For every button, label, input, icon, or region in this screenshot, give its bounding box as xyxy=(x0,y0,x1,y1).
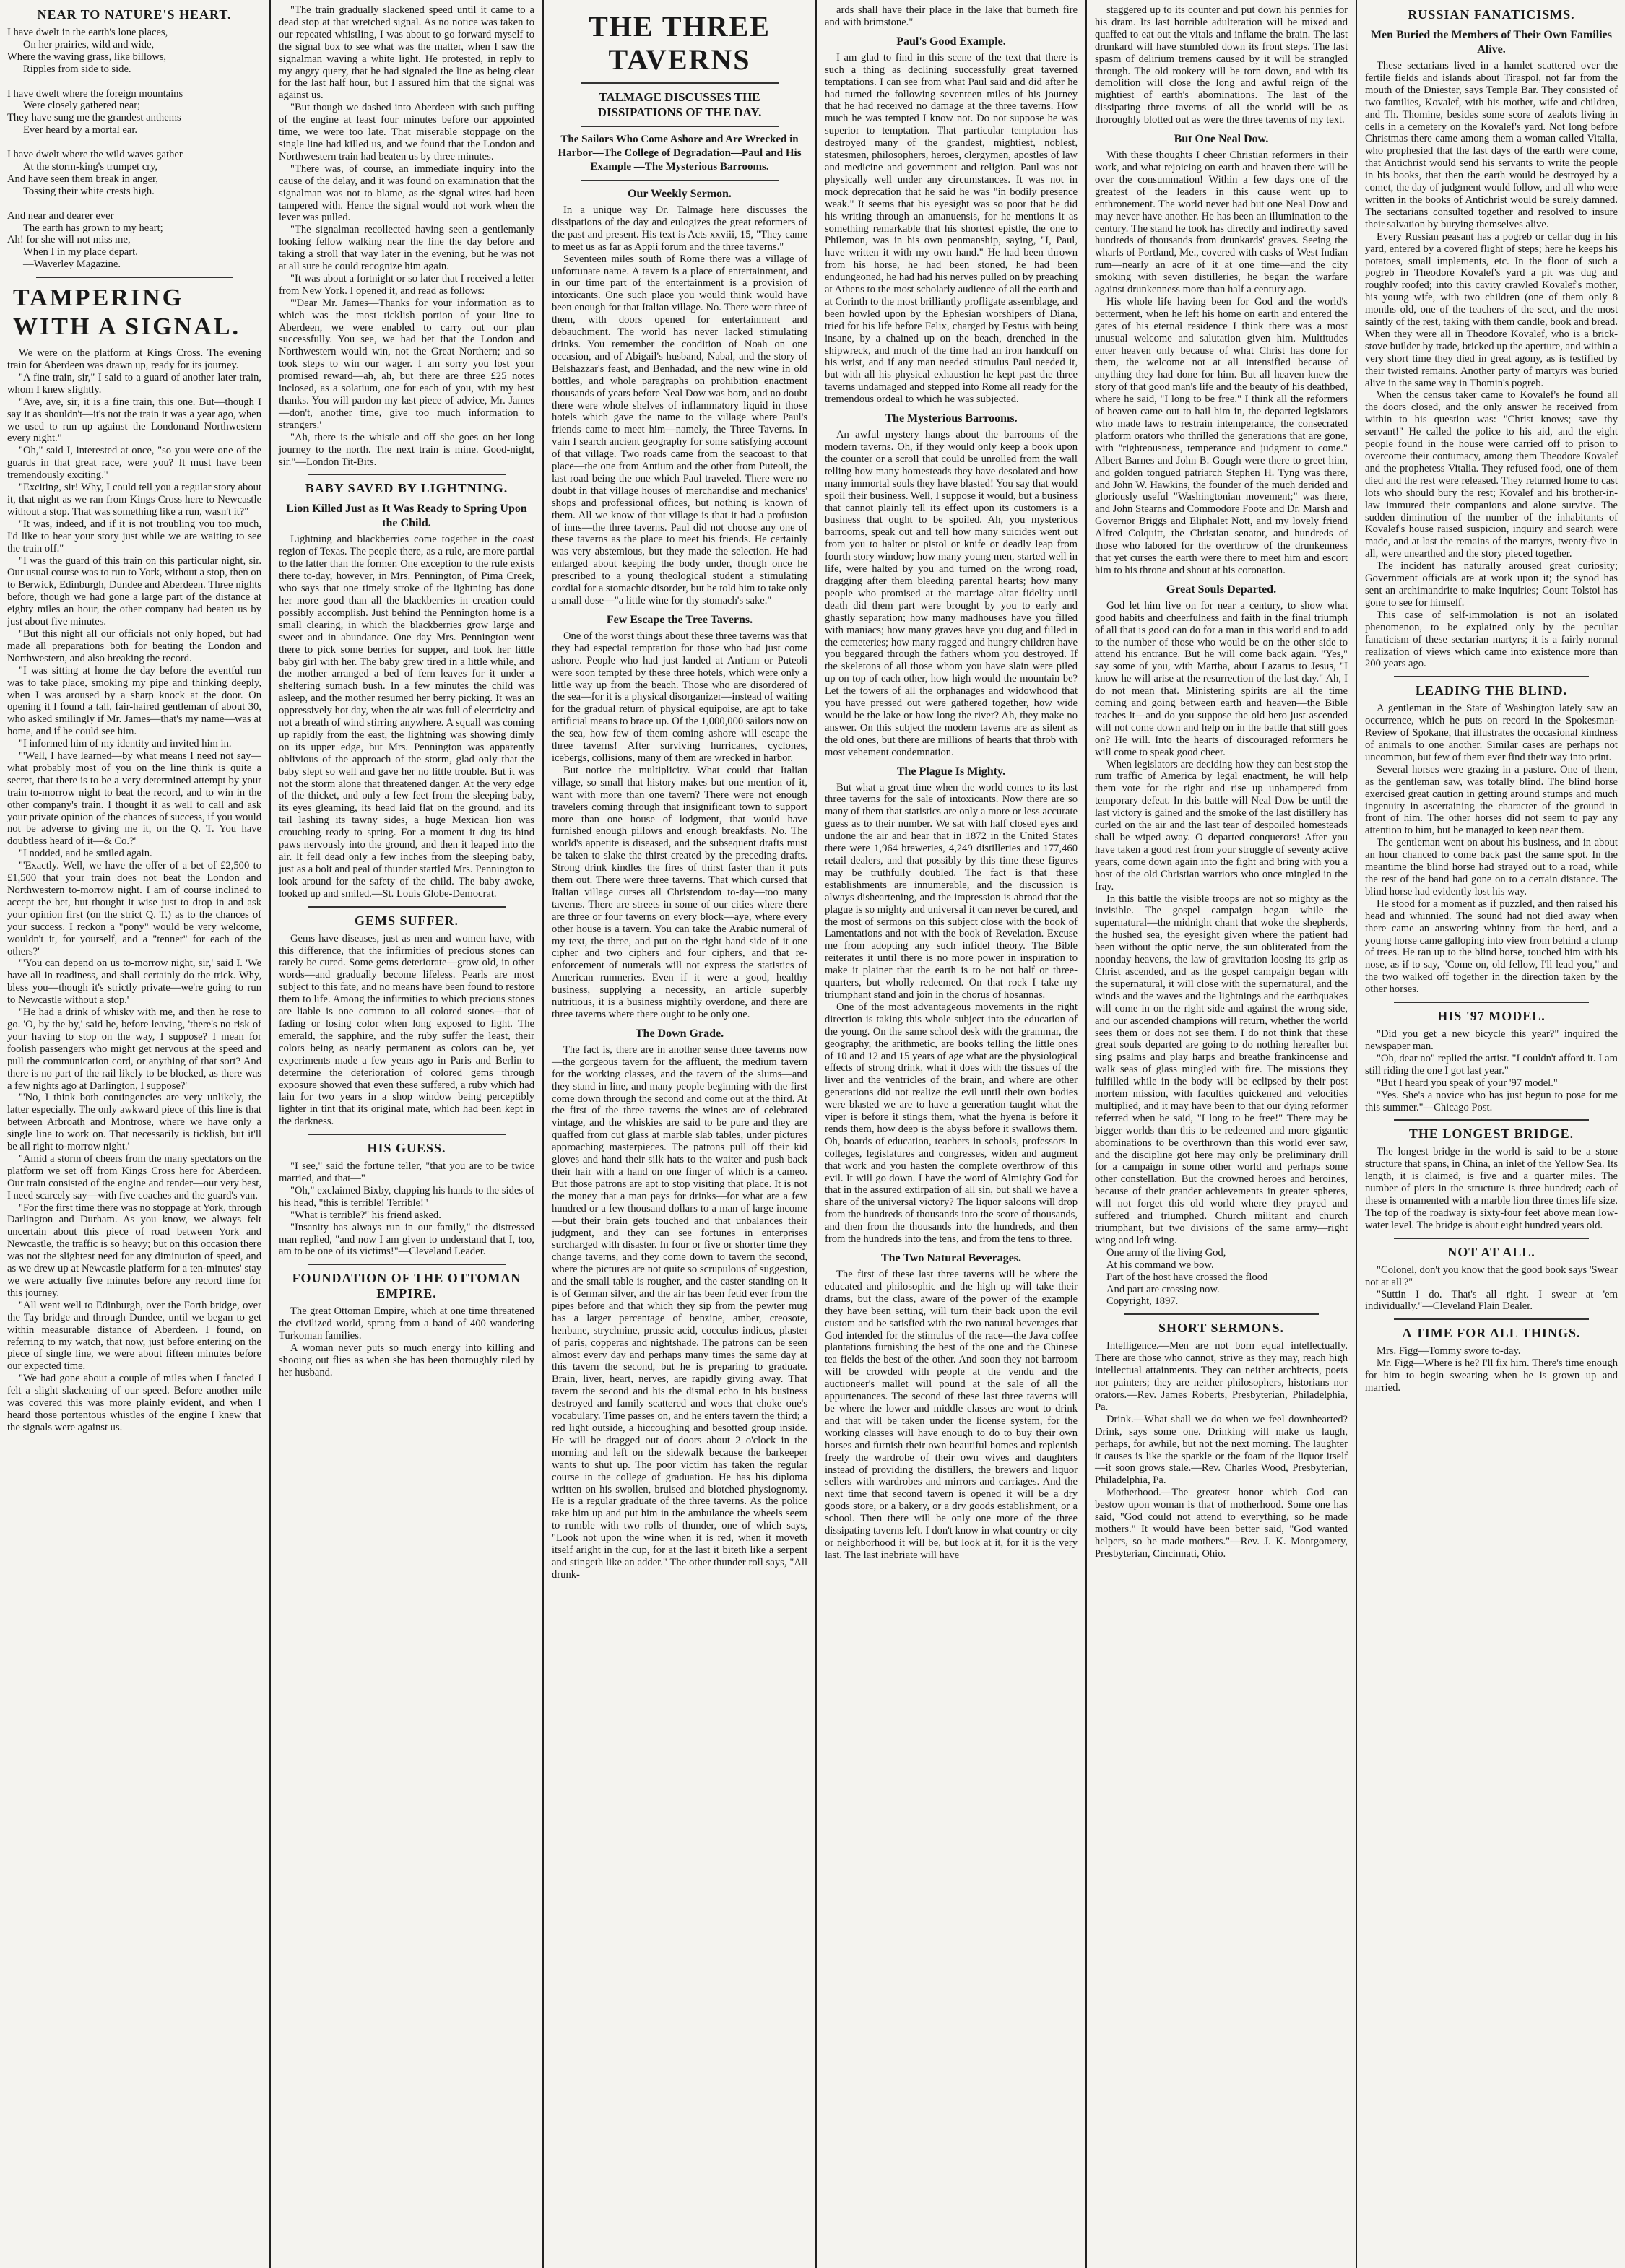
paragraph: "But this night all our officials not only hoped, but had made all preparations both for beating the London and Northwestern, and also breaking the record. xyxy=(7,627,261,664)
horizontal-rule xyxy=(1394,1119,1589,1121)
paragraph: Drink.—What shall we do when we feel downhearted? Drink, says some one. Drinking will make us laugh, perhaps, for awhile, but not the next morning. The laughter it causes is like the sparkle or the foam of the liquor itself—it soon grows stale.—Rev. Charles Wood, Presbyterian, Philadelphia, Pa. xyxy=(1095,1413,1348,1487)
paragraph: "A fine train, sir," I said to a guard of another later train, whom I knew slightly. xyxy=(7,371,261,396)
paragraph: The fact is, there are in another sense three taverns now—the gorgeous tavern for the affluent, the medium tavern for the working classes, and the tavern of the slums—and they stand in line, and many people beginning with the first come down through the second and come out at the third. At the first of the three taverns the wines are of celebrated vintage, and the whiskies are said to be pure and they are quaffed from cut glass at marble slab tables, under pictures approaching masterpieces. The patrons pull off their kid gloves and hand their silk hats to the waiter and push back their hair with a hand on one finger of which is a cameo. But those patrons are apt to stop visiting that place. It is not the money that a man pays for drinks—for what are a few hundred or a few thousand dollars to a man of large income—but their brain gets touched and that unbalances their judgment, and they can see fortunes in enterprises surcharged with disaster. In four or five or shorter time they change taverns, and they come down to tavern the second, where the pictures are not quite so scrupulous of suggestion, and the small table is rougher, and the caster standing on it is of German silver, and the air has been fetid ever from the pipes before and that which they sip from the pewter mug has a larger percentage of benzine, amber, creosote, henbane, strychnine, prussic acid, cocculus indicus, plaster of paris, copperas and nightshade. The patrons can be seen almost every day and perhaps many times the same day at this tavern the second, but he is preparing to graduate. Brain, liver, heart, nerves, are rapidly giving away. That tavern the second and his the dismal echo in his business destroyed and family scattered and woes that choke one's vocabulary. Time passes on, and he enters tavern the third; a red light outside, a hiccoughing and besotted group inside. He will be dragged out of doors about 2 o'clock in the morning and left on the sidewalk because the barkeeper wants to shut up. The poor victim has taken the regular course in the college of graduation. He has his diploma written on his swollen, bruised and blotched physiognomy. He is a regular graduate of the three taverns. As the police take him up and put him in the ambulance the wheels seem to rumble with two rolls of thunder, one of which says, "Look not upon the wine when it is red, when it moveth itself aright in the cup, for at the last it biteth like a serpent and stingeth like an adder." The other thunder roll says, "All drunk- xyxy=(552,1043,807,1581)
paragraph: ards shall have their place in the lake that burneth fire and with brimstone." xyxy=(825,4,1078,28)
paragraph: "I see," said the fortune teller, "that you are to be twice married, and that—" xyxy=(279,1160,534,1185)
paragraph: "Colonel, don't you know that the good book says 'Swear not at all'?" xyxy=(1365,1264,1618,1288)
paragraph: I am glad to find in this scene of the text that there is such a thing as declining successfully great taverned temptations. I can see from what Paul said and did after he had turned the following seventeen miles of his journey that he had received no damage at the three taverns. How much he was tempted I know not. Do not suppose he was superior to temptation. That particular temptation has destroyed many of the grandest, mightiest, noblest, statesmen, philosophers, heroes, clergymen, apostles of law and medicine and government and religion. Paul was not physically well under any circumstances. It was not in mock deprecation that he said he was "in bodily presence weak." It seems that his eyesight was so poor that he did his writing through an amanuensis, for he mentions it as something remarkable that his shortest epistle, the one to Philemon, was in his own penmanship, saying, "I, Paul, have written it with my own hand." He had been thrown from his horse, he had been stoned, he had been endungeoned, he had had his nerves pulled on by preaching at Athens to the most scholarly audience of all the earth and at Corinth to the most brilliantly profligate assemblage, and been howled upon by the Ephesian worshipers of Diana, tried for his life before Felix, charged by Festus with being insane, by a chained up on the beach, drenched in the shipwreck, and much of the time had an iron handcuff on his wrist, and if any man needed stimulus Paul needed it, but with all his physical exhaustion he kept past the three taverns undamaged and stepped into Rome all ready for the tremendous ordeal to which he was subjected. xyxy=(825,51,1078,406)
paragraph: "Ah, there is the whistle and off she goes on her long journey to the north. The next train is mine. Good-night, sir."—London Tit-Bits. xyxy=(279,431,534,468)
paragraph: One of the most advantageous movements in the right direction is taking this whole subject into the education of the young. On the same school desk with the grammar, the geography, the arithmetic, are books telling the little ones of 10 and 12 and 15 years of age what are the physiological effects of strong drink, what it does with the tissues of the liver and the ventricles of the brain, and where are other generations did not realize the evil until their own bodies were blasted we are to have a generation taught what the viper is before it stings them, what the hyena is before it rends them, how deep is the abyss before it swallows them. Oh, boards of education, teachers in schools, professors in colleges, legislatures and congresses, widen and augment that work and you hasten the complete overthrow of this evil. It will go down. I have the word of Almighty God for that in the assured extirpation of all sin, but shall we have a share of the universal victory? The liquor saloons will drop from the hundreds of thousands into the score of thousands, and then from the thousands into the hundreds, and then from the hundreds into the tens, and from the tens to three. xyxy=(825,1001,1078,1246)
horizontal-rule xyxy=(1394,1002,1589,1003)
column-content xyxy=(818,0,1085,1562)
subheading: The Plague Is Mighty. xyxy=(896,765,1006,778)
subheading: The Mysterious Barrooms. xyxy=(885,412,1018,425)
paragraph: Mrs. Figg—Tommy swore to-day. xyxy=(1377,1345,1521,1357)
poem-line: Tossing their white crests high. xyxy=(23,185,155,197)
section-headline: HIS GUESS. xyxy=(367,1141,446,1156)
subheading: The Down Grade. xyxy=(635,1027,724,1040)
paragraph: The incident has naturally aroused great curiosity; Government officials are at work upon it; the synod has sent an archimandrite to make inquiries; Count Tolstoi has gone to see for himself. xyxy=(1365,560,1618,609)
article-headline: TAMPERING WITH A SIGNAL. xyxy=(13,284,241,341)
paragraph: With these thoughts I cheer Christian reformers in their work, and what rejoicing on earth and heaven there will be over the consummation! Within a few days one of the greatest of the leaders in this cause went up to enthronement. The world never had but one Neal Dow and may never have another. He has been an illumination to the century. The stand he took has directly and indirectly saved hundreds of thousands from drunkards' graves. Seeing the wharfs of Portland, Me., covered with casks of West Indian rum—nearly an acre of it at one time—and the city smoking with seven distilleries, he began the warfare against drunkenness more than half a century ago. xyxy=(1095,149,1348,296)
article-deck: TALMAGE DISCUSSES THE DISSIPATIONS OF THE DAY. xyxy=(597,90,762,119)
paragraph: "But I heard you speak of your '97 model." xyxy=(1377,1077,1558,1089)
poem-line: I have dwelt in the earth's lone places, xyxy=(7,27,168,38)
paragraph: "'Dear Mr. James—Thanks for your information as to which was the most ticklish portion of your line to Aberdeen, we were enabled to carry out our plan successfully. You see, we had bet that the London and Northwestern would win, not the Great Northern; and so took steps to win our wager. I am sorry you lost your promised reward—ah, ah, but there are three £25 notes inclosed, as a solatium, one for each of you, with my best thanks. You will pardon my last piece of advice, Mr. James—don't, another time, give too much information to strangers.' xyxy=(279,297,534,431)
poem-line: And have seen them break in anger, xyxy=(7,173,158,185)
paragraph: Every Russian peasant has a pogreb or cellar dug in his yard, entered by a covered flight of steps; here he keeps his potatoes, small implements, etc. In the floor of such a pogreb in Theodore Kovalef's yard a pit was dug and roughly roofed; into this cavity crawled Kovalef's mother, his young wife, with two children (one of them only 8 months old, one of the teachers of the sect, and the most saintly of the rest, taking with them candle, book and bread. When they were all in Theodore Kovalef, who is a brick-stove builder by trade, bricked up the aperture, and within a very short time they died in great agony, as is testified by their twisted remains. Another party of martyrs was buried alive in the same way in Thomin's pogreb. xyxy=(1365,230,1618,389)
paragraph: "The signalman recollected having seen a gentlemanly looking fellow walking near the line the day before and taking a stroll that way later in the evening, but he was not at all sure he could recognize him again. xyxy=(279,224,534,273)
column-rule xyxy=(542,0,544,2268)
horizontal-rule xyxy=(581,82,779,84)
paragraph: "Oh," said I, interested at once, "so you were one of the guards in that great race, were you? It must have been tremendously exciting." xyxy=(7,445,261,482)
paragraph: Intelligence.—Men are not born equal intellectually. There are those who cannot, strive as they may, reach high intellectual attainments. They can neither architects, poets nor painters; they are neither philosophers, historians nor orators.—Rev. James Roberts, Presbyterian, Philadelphia, Pa. xyxy=(1095,1340,1348,1413)
paragraph: One of the worst things about these three taverns was that they had especial temptation for those who had just come ashore. People who had just landed at Antium or Puteoli were soon tempted by these three hotels, which were only a little way up from the beach. Those who are disordered of the sea—for it is a physical disorganizer—instead of waiting for the gradual return of physical equipoise, are apt to take artificial means to brace up. Of the 1,000,000 sailors now on the sea, how few of them coming ashore will escape the three taverns! After surviving hurricanes, cyclones, icebergs, collisions, many of them are wrecked in harbor. xyxy=(552,630,807,764)
subheading: Few Escape the Tree Taverns. xyxy=(606,613,753,626)
paragraph: "The train gradually slackened speed until it came to a dead stop at that wretched signal. As no notice was taken to our repeated whistling, I was about to go forward myself to the signal box to see what was the matter, when I saw the signalman waving a white light. He protested, in reply to my angry query, that he had signaled the line as being clear for the last half hour, but I assured him that the signal was against us. xyxy=(279,4,534,102)
horizontal-rule xyxy=(1394,1238,1589,1239)
section-headline: SHORT SERMONS. xyxy=(1158,1321,1285,1336)
horizontal-rule xyxy=(1394,1318,1589,1320)
horizontal-rule xyxy=(581,180,779,181)
poem-line: I have dwelt where the wild waves gather xyxy=(7,149,183,161)
poem-line xyxy=(7,76,261,88)
subheading: But One Neal Dow. xyxy=(1174,133,1269,146)
paragraph: "Suttin I do. That's all right. I swear at 'em individually."—Cleveland Plain Dealer. xyxy=(1365,1288,1618,1313)
paragraph: Gems have diseases, just as men and women have, with this difference, that the infirmities of precious stones can rarely be cured. Some gems deteriorate—grow old, in other words—and gradually become lifeless. Pearls are most subject to this fate, and no means have been found to restore them to life. Among the infirmities to which precious stones are liable is one common to all colored stones—that of fading or losing color when long exposed to light. The emerald, the sapphire, and the ruby suffer the least, their colors being as nearly permanent as colors can be, yet experiments made a few years ago in Paris and Berlin to determine the deterioration of colored gems through exposure showed that even these suffered, a ruby which had lain for two years in a shop window being perceptibly lighter in tint that its original mate, which had been kept in the darkness. xyxy=(279,932,534,1128)
paragraph: When the census taker came to Kovalef's he found all the doors closed, and the only answer he received from within to his question was: "Christ knows; save thy servant!" He called the police to his aid, and the eight people found in the house were carried off to prison to overcome their contumacy, among them Theodore Kovalef and the prophetess Vitalia. They refused food, one of them died and the rest were released. They returned home to cast lots who should bury the rest; Kovalef and his brother-in-law immured their companions and alone survive. The sudden diminution of the number of the inhabitants of Kovalef's house raised suspicion, inquiry and search were made, and at last the remains of the martyrs, twenty-five in all, were unearthed and the story pieced together. xyxy=(1365,389,1618,560)
paragraph: "There was, of course, an immediate inquiry into the cause of the delay, and it was found on examination that the signalman was not to blame, as the signal wires had been tampered with. Hence the signal would not work when the lever was pulled. xyxy=(279,162,534,224)
paragraph: "Insanity has always run in our family," the distressed man replied, "and now I am given to understand that I, too, am to be one of its victims!"—Cleveland Leader. xyxy=(279,1221,534,1258)
section-headline: THE LONGEST BRIDGE. xyxy=(1408,1126,1574,1142)
section-headline: GEMS SUFFER. xyxy=(354,913,459,928)
horizontal-rule xyxy=(1124,1313,1319,1315)
column-6 xyxy=(1358,0,1625,2268)
section-headline: FOUNDATION OF THE OTTOMAN EMPIRE. xyxy=(292,1271,521,1301)
paragraph: At his command we bow. xyxy=(1106,1259,1214,1271)
column-4 xyxy=(818,0,1085,2268)
paragraph: Mr. Figg—Where is he? I'll fix him. There's time enough for him to begin swearing when he is grown up and married. xyxy=(1365,1357,1618,1394)
poem-line: On her prairies, wild and wide, xyxy=(23,38,155,51)
column-3 xyxy=(545,0,815,2268)
paragraph: "It was, indeed, and if it is not troubling you too much, I'd like to hear your story just while we are waiting to see the train off." xyxy=(7,518,261,555)
section-headline: RUSSIAN FANATICISMS. xyxy=(1408,7,1575,22)
poem-line: The earth has grown to my heart; xyxy=(23,222,163,234)
column-rule xyxy=(815,0,817,2268)
paragraph: "He had a drink of whisky with me, and then he rose to go. 'O, by the by,' said he, before leaving, 'there's no risk of your having to stop on the way, I suppose? I mean for foolish passengers who might get nervous at the speed and pull the communication cord, or anything of that sort? And there is no part of the rail likely to be blocked, as there was a few nights ago at Darlington, I suppose?' xyxy=(7,1007,261,1092)
section-headline: NOT AT ALL. xyxy=(1447,1244,1535,1259)
paragraph: staggered up to its counter and put down his pennies for his dram. Its last horrible adulteration will be mixed and quaffed to eat out the vitals and inflame the brain. The last drunkard will have stumbled down its front steps. The last spasm of delirium tremens caused by it will be strangled through. The old rookery will be torn down, and with its demolition will close the long and awful reign of the mightiest of earth's abominations. The last of the dissipating three taverns of all the world will be as thoroughly blotted out as were the three taverns of my text. xyxy=(1095,4,1348,126)
section-headline: A TIME FOR ALL THINGS. xyxy=(1402,1326,1581,1341)
paragraph: "Aye, aye, sir, it is a fine train, this one. But—though I say it as shouldn't—it's not the train it was a year ago, when we used to run up against the Londonand Northwestern every night." xyxy=(7,396,261,445)
paragraph: But what a great time when the world comes to its last three taverns for the sale of intoxicants. Now there are so many of them that statistics are only a more or less accurate guess as to their number. We sat with half closed eyes and undone the air and hear that in 1872 in the United States there were 1,964 breweries, 4,249 distilleries and 177,460 retail dealers, and that possibly by this time these figures may be truthfully doubled. The fact is that these establishments are innumerable, and the discussion is always disheartening, and the impression is abroad that the plague is so mighty and universal it can never be cured, and the most of sermons on this subject close with the book of Lamentations and not with the book of Revelation. Excuse me from adopting any such infidel theory. The Bible reiterates it until there is no more power in inspiration to make it plainer that the earth is to be not half or three-quarters, but wholly redeemed. On that rock I take my triumphant stand and join in the chorus of hosannas. xyxy=(825,781,1078,1001)
paragraph: This case of self-immolation is not an isolated phenomenon, to be explained only by the peculiar fanaticism of these sectarian martyrs; it is a fairly normal realization of views which came into existence more than 200 years ago. xyxy=(1365,609,1618,670)
paragraph: "I was the guard of this train on this particular night, sir. Our usual course was to run to York, without a stop, then on to Berwick, Edinburgh, Dundee and Aberdeen. Three nights before, though we had gone a large part of the distance at eighty miles an hour, the other company had beaten us by just about five minutes. xyxy=(7,555,261,628)
paragraph: "Exciting, sir! Why, I could tell you a regular story about it, that night as we ran from Kings Cross here to Newcastle without a stop. That was something like a run, wasn't it?" xyxy=(7,482,261,518)
paragraph: When legislators are deciding how they can best stop the rum traffic of America by legal enactment, he will help them vote for the right and rise up unhampered from temporary defeat. In this battle will Neal Dow be until the last victory is gained and the smoke of the last distillery has curled on the air and the last tear of despoiled homesteads shall be wiped away. O departed conquerors! After you have taken a good rest from your struggle of seventy active years, come down again into the fight and bring with you a host of the old Christian warriors who once mingled in the fray. xyxy=(1095,758,1348,892)
paragraph: God let him live on for near a century, to show what good habits and cheerfulness and faith in the final triumph of all that is good can do for a man in this world and to add to the number of those who would be on the other side to attend his entrance. But he will come back again. "Yes," say some of you, with Martha, about Lazarus to Jesus, "I know he will arise at the resurrection of the last day." Ah, I do not mean that. Ministering spirits are all the time coming and going between earth and heaven—the Bible teaches it—and do you suppose the old hero just ascended will not come down and help on in the battle that still goes on? He will. Into the hearts of discouraged reformers he will come to speak good cheer. xyxy=(1095,599,1348,758)
section-headline: HIS '97 MODEL. xyxy=(1437,1009,1546,1024)
poem-line: They have sung me the grandest anthems xyxy=(7,112,181,124)
paragraph: Several horses were grazing in a pasture. One of them, as the gentleman saw, was totally blind. The blind horse exercised great caution in getting around stumps and much ingenuity in ascertaining the character of the ground in front of him. The other horses did not seem to pay any attention to him, but he managed to keep near them. xyxy=(1365,763,1618,837)
paragraph: Copyright, 1897. xyxy=(1106,1295,1179,1308)
section-headline: NEAR TO NATURE'S HEART. xyxy=(37,7,232,22)
subheading: Lion Killed Just as It Was Ready to Spring Upon the Child. xyxy=(286,503,527,530)
paragraph: "We had gone about a couple of miles when I fancied I felt a slight slackening of our speed. Before another mile was covered this was more plainly evident, and when I heard those portentous whistles of the engine I knew that the signals were against us. xyxy=(7,1373,261,1433)
horizontal-rule xyxy=(36,277,233,278)
horizontal-rule xyxy=(1394,676,1589,677)
paragraph: The gentleman went on about his business, and in about an hour chanced to come back past the same spot. In the meantime the blind horse had strayed out to a road, while the rest of the band had gone on to a certain distance. The blind horse had evidently lost his way. xyxy=(1365,837,1618,898)
column-content xyxy=(545,0,815,1581)
horizontal-rule xyxy=(308,474,506,475)
horizontal-rule xyxy=(581,126,779,127)
paragraph: In this battle the visible troops are not so mighty as the invisible. The gospel campaign began while the supernatural—the midnight chant that woke the shepherds, the hushed sea, the eyesight given where the patient had been without the optic nerve, the sun obliterated from the noonday heavens, the law of gravitation loosing its grip as Christ ascended, and as the gospel campaign began with the supernatural, it will close with the supernatural, and the winds and the waves and the lightnings and the earthquakes will come in on the right side and against the wrong side, and our ascended champions will return, whether the world sees them or does not see them. I do not think that these great souls departed are going to do nothing hereafter but sing psalms and play harps and breathe frankincense and walk seas of glass mingled with fire. The missions they fulfilled while in the body will be eclipsed by their post mortem mission, with faculties quickened and velocities multiplied, and it may have been to that our dying reformer referred when he said, "I long to be free!" There may be bigger worlds than this to be redeemed and more gigantic abominations to be overthrown than this world ever saw, and the discipline got here may only be preliminary drill for a campaign in some other world and perhaps some other constellation. But the crowned heroes and heroines, because of their grander achievements in greater spheres, will not forget this old world where they prayed and suffered and triumphed. Church militant and church triumphant, but two divisions of the same army—right wing and left wing. xyxy=(1095,892,1348,1246)
poem-line: When I in my place depart. xyxy=(23,246,138,258)
paragraph: The first of these last three taverns will be where the educated and philosophic and the high up will take their drams, but the class, aware of the power of the example they have been setting, will turn their back upon the evil custom and be satisfied with the two natural beverages that God intended for the stimulus of the race—the Java coffee plantations furnishing the best of the one and the Chinese tea fields the best of the other. And soon they not barroom will be crowded with people at the vendu and the auctioneer's mallet will pound at the sale of all the appurtenances. The second of these last three taverns will be where the lower and middle classes are wont to drink and that will be taken under the license system, for the working classes will have enough to do to buy their own horses and furnish their own beautiful homes and replenish freely the wardrobe of their own wives and daughters instead of providing the distillers, the brewers and liquor sellers with wardrobes and mirrors and carriages. And the next time that second tavern is opened it will be a dry goods store, or a bakery, or a dry goods establishment, or a school. Then there will be only one more of the three dissipating taverns left. I don't know in what country or city or neighborhood it will be, but look at it, for it is the very last. The last inebriate will have xyxy=(825,1269,1078,1561)
poem-line: —Waverley Magazine. xyxy=(23,258,121,271)
paragraph: "'You can depend on us to-morrow night, sir,' said I. 'We have all in readiness, and shall certainly do the trick. Why, bless you—though it's strictly private—we're going to run to Newcastle without a stop.' xyxy=(7,957,261,1007)
subheading: Great Souls Departed. xyxy=(1166,583,1277,596)
poem-line xyxy=(7,198,261,210)
paragraph: An awful mystery hangs about the barrooms of the modern taverns. Oh, if they would only keep a book upon the counter or a scroll that could be unrolled from the wall telling how many homesteads they have desolated and how many immortal souls they have blasted! You say that would spoil their business. Well, I suppose it would, but a business that cannot plainly tell its effect upon its customers is a business that ought to be spoiled. Ah, you mysterious barrooms, speak out and tell how many suicides went out from you to halter or pistol or knife or deadly leap from fourth story window; how many young men, started well in life, were halted by you and turned on the wrong road, dragging after them bleeding parental hearts; how many people who promised at the marriage altar fidelity until death did them part were brought by you to early and ghastly separation; how many madhouses have you filled with maniacs; how many graves have you dug and filled in the cemeteries; how many ragged and hungry children have you beggared through the fathers whom you destroyed. If the skeletons of all those whom you have slain were piled up on top of each other, how high would the mountain be? Let the towers of all the orphanages and widowhood that you have pressed out were gathered together, how wide would be the lake or how long the river? Ah, they make no answer. On this subject the modern taverns are as silent as the old ones, but there are millions of hearts that throb with most vehement condemnation. xyxy=(825,429,1078,758)
paragraph: These sectarians lived in a hamlet scattered over the fertile fields and islands about Tiraspol, not far from the mouth of the Dniester, says Temple Bar. They consisted of two families, Kovalef, with his mother, wife and children, and Th. Thomine, besides some score of zealots living in cells in a cemetery on the Kovalef's yard. Not long before Christmas there came among them a woman called Vitalia, who prophesied that the last days of the earth were come, that Antichrist would send his servants to write the people in his books, that then the earth would be destroyed by a comet, the day of judgment would follow, and all who were written in the books of Antichrist would be surely damned. The sectarians consulted together and resolved to insure their salvation by burying themselves alive. xyxy=(1365,60,1618,230)
paragraph: A woman never puts so much energy into killing and shooing out flies as when she has been thoroughly riled by her husband. xyxy=(279,1342,534,1378)
poem-line: Ever heard by a mortal ear. xyxy=(23,124,138,136)
column-1 xyxy=(0,0,269,2268)
column-5 xyxy=(1088,0,1355,2268)
poem-line: And near and dearer ever xyxy=(7,209,114,222)
poem-line xyxy=(7,136,261,149)
subheading: Our Weekly Sermon. xyxy=(628,188,732,200)
paragraph: We were on the platform at Kings Cross. The evening train for Aberdeen was drawn up, ready for its journey. xyxy=(7,347,261,372)
paragraph: "Amid a storm of cheers from the many spectators on the platform we set off from Kings Cross here for Aberdeen. Our train consisted of the engine and tender—our very best, I need scarcely say—with five coaches and the guard's van. xyxy=(7,1152,261,1202)
poem-line: Were closely gathered near; xyxy=(23,100,141,112)
paragraph: "What is terrible?" his friend asked. xyxy=(290,1209,441,1221)
paragraph: "For the first time there was no stoppage at York, through Darlington and Durham. As you know, we always felt uncertain about this piece of road between York and Newcastle, the traffic is so heavy; but on this occasion there was not the slightest need for any diminution of speed, and as we drew up at Newcastle platform for a ten-minutes' stay we were actually five minutes before any record time for this journey. xyxy=(7,1202,261,1299)
column-rule xyxy=(269,0,271,2268)
paragraph: "I nodded, and he smiled again. xyxy=(19,848,152,860)
poem-line: I have dwelt where the foreign mountains xyxy=(7,87,183,100)
paragraph: Seventeen miles south of Rome there was a village of unfortunate name. A tavern is a place of entertainment, and in our time part of the entertainment is a provision of intoxicants. One such place you would think would have been enough for that Italian village. No. There were three of them, with doors opened for entertainment and debauchment. The world has never lacked stimulating drinks. You remember the condition of Noah on one occasion, and of Abigail's husband, Nabal, and the story of Belshazzar's feast, and Benhadad, and the new wine in old bottles, and whole paragraphs on prohibition enactment thousands of years before Neal Dow was born, and no doubt there were whole shelves of inflammatory liquid in those hotels which gave the name to the village where Paul's friends came to meet him—namely, the Three Taverns. In vain I search ancient geography for some satisfying account of that village. Two roads came from the seacoast to that place—the one from Antium and the other from Puteoli, the last road being the one which Paul traveled. There were no doubt in that village houses of merchandise and mechanics' shops and professional offices, but nothing is known of them. All we know of that village is that it had a profusion of inns—the three taverns. Paul did not choose any one of these taverns as the place to meet his friends. He certainly was very abstemious, but they made the selection. He had enlarged about keeping the body under, though once he prescribed to a young theological student a stimulating cordial for a stomachic disorder, but he told him to take only a small dose—"a little wine for thy stomach's sake." xyxy=(552,253,807,607)
horizontal-rule xyxy=(308,1264,506,1265)
paragraph: "Oh, dear no" replied the artist. "I couldn't afford it. I am still riding the one I got last year." xyxy=(1365,1052,1618,1077)
subheading: Paul's Good Example. xyxy=(896,35,1006,48)
paragraph: Lightning and blackberries come together in the coast region of Texas. The people there, as a rule, are more partial to the latter than the former. One exception to the rule exists there to-day, however, in Mrs. Pennington, of Pima Creek, who says that one timely stroke of the lightning has done her more good than all the blackberries in creation could possibly accomplish. Just behind the Pennington home is a small clearing, in which the blackberries grow large and sweet and in abundance. One day Mrs. Pennington went there to pick some berries for supper, and took her little baby girl with her. The baby grew tired in a little while, and the mother arranged a bed of fern leaves for it under a sheltering sumach bush. In a few minutes the child was asleep, and the mother resumed her berry picking. It was an oppressively hot day, when the air was full of electricity and not a breath of wind stirring anywhere. A squall was coming up rapidly from the east, the lightning was showing dimly on its upper edge, but Mrs. Pennington was apparently oblivious of the approach of the storm, glad only that the baby slept so well and gave her no little trouble. But it was not the storm alone that threatened danger. At the very edge of the thicket, and only a few feet from the sleeping baby, its eyes gleaming, its head laid flat on the ground, and its tail lashing its tawny sides, a huge Mexican lion was crouching ready to spring. For a moment it dug its hind paws nervously into the ground, and then it leaped into the air. It fell dead only a few inches from the sleeping baby, just as a bolt and peal of thunder startled Mrs. Pennington to look around for the safety of the child. The baby awoke, looked up and smiled.—St. Louis Globe-Democrat. xyxy=(279,534,534,900)
paragraph: "I informed him of my identity and invited him in. xyxy=(19,738,232,750)
paragraph: "But though we dashed into Aberdeen with such puffing of the engine at least four minutes before our appointed time, we were too late. That miserable stoppage on the single line had killed us, and we found that the London and Northwestern train had beaten us by three minutes. xyxy=(279,102,534,162)
paragraph: "All went well to Edinburgh, over the Forth bridge, over the Tay bridge and through Dundee, until we began to get within measurable distance of Aberdeen. I found, on referring to my watch, that now, just before entering on the piece of single line, we were about fifteen minutes before our expected time. xyxy=(7,1299,261,1373)
horizontal-rule xyxy=(308,1134,506,1135)
paragraph: Motherhood.—The greatest honor which God can bestow upon woman is that of motherhood. Some one has said, "God could not attend to everything, so he made mothers." It would have been better said, "God wanted helpers, so he made mothers."—Rev. J. K. Montgomery, Presbyterian, Cincinnati, Ohio. xyxy=(1095,1487,1348,1560)
paragraph: "Did you get a new bicycle this year?" inquired the newspaper man. xyxy=(1365,1028,1618,1052)
paragraph: "It was about a fortnight or so later that I received a letter from New York. I opened it, and read as follows: xyxy=(279,272,534,297)
poem-line: Ah! for she will not miss me, xyxy=(7,234,131,246)
paragraph: The great Ottoman Empire, which at one time threatened the civilized world, sprang from a band of 400 wandering Turkoman families. xyxy=(279,1305,534,1342)
horizontal-rule xyxy=(308,906,506,908)
paragraph: His whole life having been for God and the world's betterment, when he left his home on earth and entered the gates of his eternal residence I think there was a most unusual welcome and salutation given him. Multitudes enter heaven only because of what Christ has done for them, the welcome not at all intensified because of anything they had done for him. But all heaven knew the story of that good man's life and the beauty of his deathbed, where he said, "I long to be free." I think all the reformers of heaven came out to hail him in, the departed legislators who made laws to restrain intemperance, the consecrated platform orators who thrilled the generations that are gone, with "righteousness, temperance and judgment to come." Albert Barnes and John B. Gough were there to greet him, and golden tongued patriarch Stephen H. Tyng was there, and John W. Hawkins, the founder of the much derided and gloriously useful "Washingtonian movement;" was there, and John Stearns and Commodore Foote and Dr. Marsh and Governor Briggs and Eliphalet Nott, and my lovely friend Alfred Colquitt, the Christian senator, and hundreds of those who labored for the overthrow of the drunkenness that yet curses the earth were there to meet him and escort him to his throne and shout at his coronation. xyxy=(1095,295,1348,576)
column-2 xyxy=(272,0,542,2268)
poem-line: Ripples from side to side. xyxy=(23,63,131,75)
column-content xyxy=(1358,0,1625,1394)
paragraph: But notice the multiplicity. What could that Italian village, so small that history makes but one mention of it, want with more than one tavern? There were not enough travelers coming through that insignificant town to support more than one house of lodgment, that would have furnished enough pillows and enough breakfasts. No. The world's appetite is diseased, and the subsequent drafts must be taken to slake the thirst created by the preceding drafts. Strong drink kindles the fires of thirst faster than it puts them out. There were three taverns. That which cursed that Italian village curses all Christendom to-day—too many taverns. There are streets in some of our cities where there are three or four taverns on every block—aye, where every other house is a tavern. You can take the Arabic numeral of my text, the three, and put on the right hand side of it one cipher and two ciphers and four ciphers, and that re-enforcement of numerals will not express the statistics of American rumneries. Even if it were a good, healthy business, supplying a necessity, an article superbly nutritious, it is a business mightily overdone, and there are three taverns where there ought to be only one. xyxy=(552,764,807,1020)
subheading: Men Buried the Members of Their Own Families Alive. xyxy=(1370,29,1613,56)
paragraph: "Yes. She's a novice who has just begun to pose for me this summer."—Chicago Post. xyxy=(1365,1089,1618,1113)
poem xyxy=(7,27,261,271)
column-rule xyxy=(1086,0,1087,2268)
column-content xyxy=(1088,0,1355,1560)
paragraph: One army of the living God, xyxy=(1106,1246,1226,1259)
subheading: The Two Natural Beverages. xyxy=(880,1252,1022,1264)
paragraph: "Oh," exclaimed Bixby, clapping his hands to the sides of his head, "this is terrible! Terrible!" xyxy=(279,1184,534,1209)
paragraph: Part of the host have crossed the flood xyxy=(1106,1271,1268,1283)
column-content xyxy=(0,0,269,1434)
paragraph: And part are crossing now. xyxy=(1106,1283,1220,1295)
column-rule xyxy=(1356,0,1357,2268)
section-headline: BABY SAVED BY LIGHTNING. xyxy=(305,481,508,496)
paragraph: "I was sitting at home the day before the eventful run was to take place, smoking my pipe and thinking deeply, when I was aroused by a sharp knock at the door. On opening it I found a tall, fair-haired gentleman of about 30, who asked smilingly if Mr. James—that's my name—was at home, and if he could see him. xyxy=(7,664,261,738)
paragraph: In a unique way Dr. Talmage here discusses the dissipations of the day and eulogizes the great reformers of the past and present. His text is Acts xxviii, 15, "They came to meet us as far as Appii forum and the three taverns." xyxy=(552,204,807,253)
paragraph: "'Well, I have learned—by what means I need not say—what probably most of you on the line think is quite a secret, that there is to be a very determined attempt by your train to-morrow night to beat the record, and to win in the other company's train. I thought it as well to call and ask your private opinion of the chances of success, if you would not be adverse to giving me it, on the Q. T. You have doubtless heard of it—& Co.?' xyxy=(7,750,261,848)
column-content xyxy=(272,0,542,1379)
article-headline: THE THREE TAVERNS xyxy=(589,10,771,76)
paragraph: A gentleman in the State of Washington lately saw an occurrence, which he puts on record in the Spokesman-Review of Spokane, that illustrates the occasional kindness of animals to one another. Similar cases are perhaps not uncommon, but few of them ever find their way into print. xyxy=(1365,703,1618,763)
paragraph: "'Exactly. Well, we have the offer of a bet of £2,500 to £1,500 that your train does not beat the London and Northwestern to-morrow night. I am of course inclined to accept the bet, but thought it wise just to drop in and ask your opinion first (on the strict Q. T.) as to the chances of your success. I reckon a "pony" would be very welcome, wouldn't it, for yourself, and a "tenner" for each of the others?' xyxy=(7,860,261,957)
poem-line: Where the waving grass, like billows, xyxy=(7,51,167,63)
poem-line: At the storm-king's trumpet cry, xyxy=(23,160,158,173)
section-headline: LEADING THE BLIND. xyxy=(1415,683,1568,698)
paragraph: "'No, I think both contingencies are very unlikely, the latter especially. The only awkward piece of this line is that between Arbroath and Montrose, where we have only a single line to work on. That necessarily is ticklish, but it'll be all right to-morrow night.' xyxy=(7,1092,261,1153)
paragraph: The longest bridge in the world is said to be a stone structure that spans, in China, an inlet of the Yellow Sea. Its length, it is claimed, is five and a quarter miles. The number of piers in the structure is three hundred; each of these is ornamented with a marble lion three times life size. The top of the roadway is sixty-four feet above mean low-water level. The bridge is about eight hundred years old. xyxy=(1365,1146,1618,1231)
paragraph: He stood for a moment as if puzzled, and then raised his head and whinnied. The sound had not died away when there came an answering whinny from the herd, and a young horse came galloping into view from behind a clump of trees. He ran up to the blind horse, touched him with his nose, as if to say, "Come on, old fellow, I'll lead you," and the two walked off together in the direction taken by the other horses. xyxy=(1365,898,1618,996)
article-summary: The Sailors Who Come Ashore and Are Wrecked in Harbor—The College of Degradation—Paul and His Example —The Mysterious Barrooms. xyxy=(558,134,802,173)
